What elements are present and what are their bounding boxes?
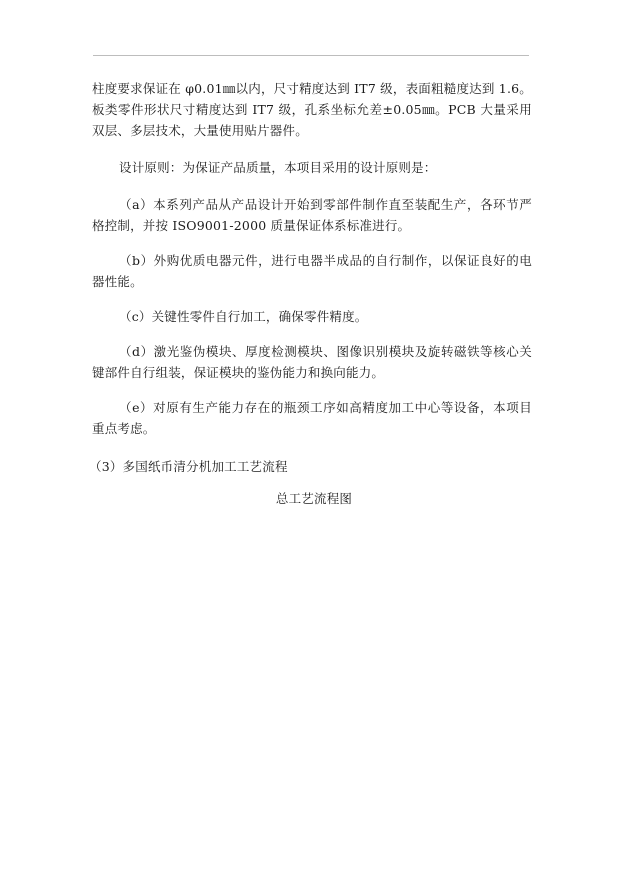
figure-title: 总工艺流程图 (275, 491, 353, 506)
paragraph-principle-c: （c）关键性零件自行加工，确保零件精度。 (119, 309, 368, 324)
paragraph-principle-e: （e）对原有生产能力存在的瓶颈工序如高精度加工中心等设备，本项目重点考虑。 (92, 400, 532, 436)
header-rule (93, 55, 529, 56)
document-body (89, 78, 532, 509)
paragraph-precision-requirements: 柱度要求保证在 φ0.01㎜以内，尺寸精度达到 IT7 级，表面粗糙度达到 1.6。板类零件形状尺寸精度达到 IT7 级，孔系坐标允差±0.05㎜。PCB 大量采用双层、多层技术，大量使用贴片器件。 (92, 81, 532, 138)
paragraph-principle-a: （a）本系列产品从产品设计开始到零部件制作直至装配生产，各环节严格控制，并按 ISO9001-2000 质量保证体系标准进行。 (92, 197, 532, 233)
paragraph-principle-b: （b）外购优质电器元件，进行电器半成品的自行制作，以保证良好的电器性能。 (92, 253, 532, 289)
section-heading: （3）多国纸币清分机加工工艺流程 (89, 459, 288, 474)
paragraph-principle-d: （d）激光鉴伪模块、厚度检测模块、图像识别模块及旋转磁铁等核心关键部件自行组装，保证模块的鉴伪能力和换向能力。 (92, 344, 532, 380)
paragraph-design-principles-intro: 设计原则：为保证产品质量，本项目采用的设计原则是： (119, 160, 437, 175)
